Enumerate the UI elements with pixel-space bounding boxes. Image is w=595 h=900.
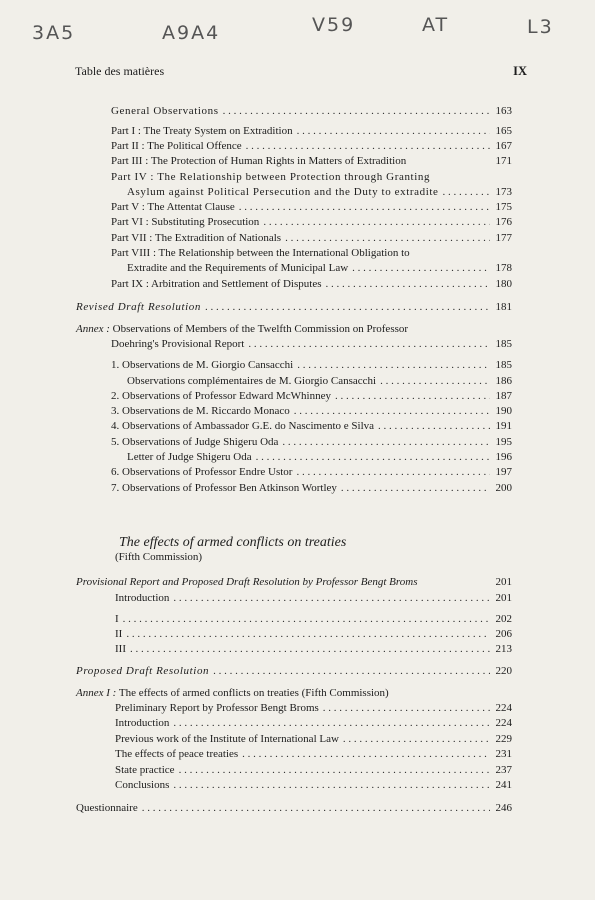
toc-entry-page: 237: [495, 764, 512, 776]
toc-entry: [111, 389, 512, 403]
leader-dots: [323, 701, 490, 715]
leader-dots: [173, 591, 490, 605]
toc-entry: [115, 716, 512, 730]
leader-dots: [173, 716, 490, 730]
section-title: The effects of armed conflicts on treaties: [119, 535, 347, 550]
toc-entry: [111, 337, 512, 351]
leader-dots: [142, 801, 490, 815]
toc-entry: [111, 124, 512, 138]
toc-entry-page: 185: [495, 359, 512, 371]
toc-entry-label: Part II : The Political Offence: [111, 140, 242, 152]
leader-dots: [443, 185, 490, 199]
toc-entry-page: 191: [495, 420, 512, 432]
toc-entry-label: Part IX : Arbitration and Settlement of Disputes: [111, 278, 322, 290]
toc-entry-label: Questionnaire: [76, 802, 138, 814]
leader-dots: [130, 642, 490, 656]
leader-dots: [282, 435, 490, 449]
leader-dots: [248, 337, 490, 351]
leader-dots: [343, 732, 490, 746]
toc-entry-label: Part VII : The Extradition of Nationals: [111, 232, 282, 244]
toc-entry-page: 165: [495, 125, 512, 137]
toc-entry-label: Previous work of the Institute of International Law: [115, 733, 339, 745]
toc-entry-page: 229: [495, 733, 512, 745]
toc-entry: [127, 450, 512, 464]
toc-entry-page: 220: [495, 665, 512, 677]
toc-entry-page: 213: [495, 643, 512, 655]
annex-title: The effects of armed conflicts on treaties (Fifth Commission): [118, 687, 389, 699]
leader-dots: [294, 404, 490, 418]
toc-entry-label: I: [115, 613, 119, 625]
toc-entry-label: Proposed Draft Resolution: [76, 665, 210, 677]
toc-entry-page: 197: [495, 466, 512, 478]
toc-entry-page: 176: [495, 216, 512, 228]
page-header: [75, 64, 527, 79]
toc-entry-page: 224: [495, 702, 512, 714]
leader-dots: [126, 627, 490, 641]
toc-entry-page: 196: [495, 451, 512, 463]
leader-dots: [378, 419, 490, 433]
marginalia-1: 3A5: [32, 22, 76, 44]
toc-entry-label: Letter of Judge Shigeru Oda: [127, 451, 252, 463]
marginalia-3: V59: [312, 14, 356, 36]
annex-title: Observations of Members of the Twelfth Commission on Professor: [112, 323, 409, 335]
toc-entry: [115, 778, 512, 792]
toc-entry: [127, 261, 512, 275]
handwritten-marginalia: [22, 14, 582, 54]
toc-entry: [115, 701, 512, 715]
toc-entry-page: 206: [495, 628, 512, 640]
toc-entry-label: 7. Observations of Professor Ben Atkinson Wortley: [111, 482, 337, 494]
leader-dots: [205, 300, 490, 314]
toc-entry: [111, 215, 512, 229]
toc-entry: [111, 435, 512, 449]
toc-entry: [115, 732, 512, 746]
toc-entry-page: 187: [495, 390, 512, 402]
toc-entry: [111, 481, 512, 495]
toc-entry-label: The effects of peace treaties: [115, 748, 239, 760]
toc-entry-label: II: [115, 628, 123, 640]
toc-entry-label: III: [115, 643, 126, 655]
toc-entry: [111, 465, 512, 479]
annex-label: Annex :: [76, 323, 110, 335]
toc-entry-page: 173: [495, 186, 512, 198]
toc-entry-label: 4. Observations of Ambassador G.E. do Nascimento e Silva: [111, 420, 375, 432]
leader-dots: [352, 261, 490, 275]
toc-entry-page: 180: [495, 278, 512, 290]
toc-entry-page: 175: [495, 201, 512, 213]
toc-entry-label: Part IV : The Relationship between Protection through Granting: [111, 171, 431, 183]
toc-entry-label: State practice: [115, 764, 175, 776]
toc-entry-page: 178: [495, 262, 512, 274]
toc-entry-page: 163: [495, 105, 512, 117]
toc-entry-label: Part VI : Substituting Prosecution: [111, 216, 260, 228]
toc-entry-page: 181: [495, 301, 512, 313]
toc-entry: [115, 763, 512, 777]
toc-entry-label: Part V : The Attentat Clause: [111, 201, 235, 213]
section-subtitle: (Fifth Commission): [115, 551, 203, 563]
toc-entry: [115, 642, 512, 656]
toc-entry-label: Extradite and the Requirements of Municipal Law: [127, 262, 349, 274]
toc-entry: [76, 801, 512, 815]
marginalia-2: A9A4: [162, 22, 221, 44]
leader-dots: [123, 612, 490, 626]
toc-entry-page: 190: [495, 405, 512, 417]
toc-entry-label: Part VIII : The Relationship between the International Obligation to: [111, 247, 410, 259]
toc-entry: [76, 575, 512, 589]
toc-entry-label: Provisional Report and Proposed Draft Resolution by Professor Bengt Broms: [76, 576, 418, 588]
toc-entry: [76, 664, 512, 678]
toc-entry-label: Introduction: [115, 592, 170, 604]
leader-dots: [296, 465, 490, 479]
toc-entry: [111, 104, 512, 118]
toc-entry-page: 200: [495, 482, 512, 494]
annex-heading: [76, 322, 408, 336]
toc-entry-page: 246: [495, 802, 512, 814]
toc-entry-label: 6. Observations of Professor Endre Ustor: [111, 466, 293, 478]
toc-entry: [111, 277, 512, 291]
page-number: IX: [513, 64, 527, 78]
leader-dots: [335, 389, 490, 403]
toc-entry: [111, 404, 512, 418]
toc-entry-page: 201: [495, 576, 512, 588]
toc-entry-label: Observations complémentaires de M. Giorgio Cansacchi: [127, 375, 377, 387]
toc-entry-label: Part I : The Treaty System on Extradition: [111, 125, 293, 137]
leader-dots: [341, 481, 490, 495]
leader-dots: [297, 124, 490, 138]
toc-entry: [127, 374, 512, 388]
toc-entry: [115, 747, 512, 761]
toc-entry-label: Preliminary Report by Professor Bengt Broms: [115, 702, 319, 714]
toc-entry-page: 241: [495, 779, 512, 791]
toc-entry-page: 231: [495, 748, 512, 760]
toc-entry: [76, 300, 512, 314]
toc-entry-label: Introduction: [115, 717, 170, 729]
toc-entry-label: 3. Observations de M. Riccardo Monaco: [111, 405, 290, 417]
toc-entry: [111, 154, 512, 168]
annex-label: Annex I :: [76, 687, 117, 699]
toc-entry-page: 167: [495, 140, 512, 152]
toc-entry-page: 224: [495, 717, 512, 729]
toc-entry: [127, 185, 512, 199]
toc-entry-page: 195: [495, 436, 512, 448]
leader-dots: [256, 450, 490, 464]
toc-entry: [115, 612, 512, 626]
toc-entry-page: 185: [495, 338, 512, 350]
toc-entry: [111, 139, 512, 153]
leader-dots: [173, 778, 490, 792]
toc-entry: [111, 231, 512, 245]
leader-dots: [380, 374, 490, 388]
toc-entry-page: 202: [495, 613, 512, 625]
toc-entry-label: Asylum against Political Persecution and the Duty to extradite: [127, 186, 439, 198]
leader-dots: [297, 358, 490, 372]
leader-dots: [179, 763, 490, 777]
toc-entry-page: 171: [495, 155, 512, 167]
toc-entry: [111, 358, 512, 372]
marginalia-4: AT: [422, 14, 450, 36]
toc-entry-page: 201: [495, 592, 512, 604]
toc-entry-label: General Observations: [111, 105, 219, 117]
leader-dots: [242, 747, 490, 761]
toc-entry: [111, 200, 512, 214]
toc-entry-page: 177: [495, 232, 512, 244]
leader-dots: [213, 664, 490, 678]
toc-entry-label: Part III : The Protection of Human Rights in Matters of Extradition: [111, 155, 407, 167]
toc-entry-page: 186: [495, 375, 512, 387]
toc-entry-label: Revised Draft Resolution: [76, 301, 201, 313]
marginalia-5: L3: [527, 16, 554, 38]
toc-entry-label: 5. Observations of Judge Shigeru Oda: [111, 436, 279, 448]
leader-dots: [223, 104, 490, 118]
leader-dots: [239, 200, 490, 214]
leader-dots: [285, 231, 490, 245]
leader-dots: [246, 139, 490, 153]
toc-entry: [111, 419, 512, 433]
leader-dots: [263, 215, 490, 229]
toc-entry: [115, 627, 512, 641]
toc-entry-label: Doehring's Provisional Report: [111, 338, 245, 350]
toc-entry: [115, 591, 512, 605]
annex-heading: [76, 686, 389, 700]
page-header-title: Table des matières: [75, 64, 165, 78]
toc-entry-label: 2. Observations of Professor Edward McWhinney: [111, 390, 331, 402]
toc-entry-label: 1. Observations de M. Giorgio Cansacchi: [111, 359, 294, 371]
toc-entry-label: Conclusions: [115, 779, 170, 791]
leader-dots: [326, 277, 491, 291]
